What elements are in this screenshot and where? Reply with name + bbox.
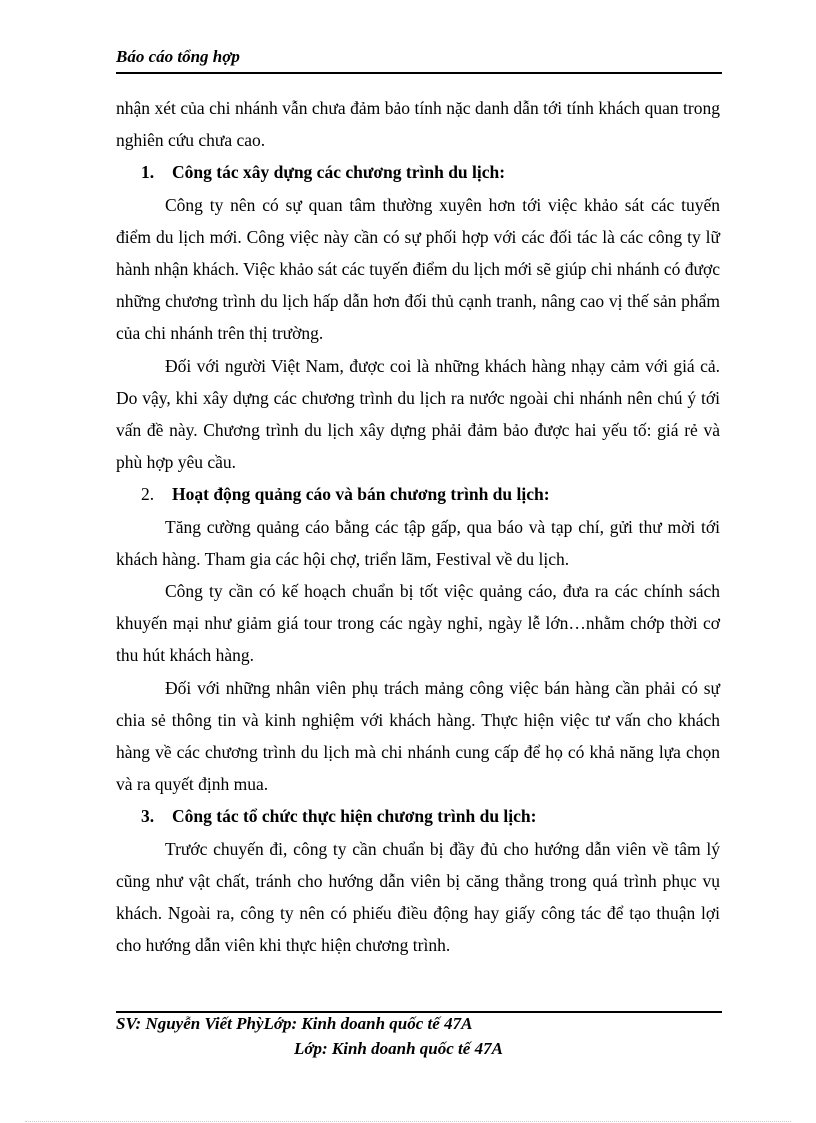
section-1-title: Công tác xây dựng các chương trình du lịch: [172, 162, 506, 183]
footer-divider [116, 1011, 722, 1013]
header-divider [116, 72, 722, 74]
section-2-heading [116, 478, 720, 510]
section-2-number: 2. [141, 484, 155, 505]
section-3-number: 3. [141, 806, 155, 827]
intro-paragraph: nhận xét của chi nhánh vẫn chưa đảm bảo tính nặc danh dẫn tới tính khách quan trong nghiên cứu chưa cao. [116, 98, 720, 151]
section-1-heading [116, 156, 720, 188]
section-3-title: Công tác tổ chức thực hiện chương trình du lịch: [172, 806, 537, 827]
document-body [116, 92, 720, 961]
page-bottom-edge [25, 1121, 791, 1122]
section-2-title: Hoạt động quảng cáo và bán chương trình du lịch: [172, 484, 550, 505]
section-3-heading [116, 800, 720, 832]
section-2-paragraph-2: Công ty cần có kế hoạch chuẩn bị tốt việc quảng cáo, đưa ra các chính sách khuyến mại như giảm giá tour trong các ngày nghỉ, ngày lễ lớn…nhằm chớp thời cơ thu hút khách hàng. [116, 581, 720, 666]
page-header-title: Báo cáo tổng hợp [116, 47, 240, 66]
footer-author-line: SV: Nguyễn Viết PhỳLớp: Kinh doanh quốc tế 47A [116, 1014, 473, 1033]
section-1-number: 1. [141, 162, 155, 183]
section-2-paragraph-3: Đối với những nhân viên phụ trách mảng công việc bán hàng cần phải có sự chia sẻ thông tin và kinh nghiệm với khách hàng. Thực hiện việc tư vấn cho khách hàng về các chương trình du lịch mà chi nhánh cung cấp để họ có khả năng lựa chọn và ra quyết định mua. [116, 677, 720, 795]
section-2-paragraph-1: Tăng cường quảng cáo bằng các tập gấp, qua báo và tạp chí, gửi thư mời tới khách hàng. Tham gia các hội chợ, triển lãm, Festival về du lịch. [116, 516, 720, 569]
footer-class-line: Lớp: Kinh doanh quốc tế 47A [294, 1039, 503, 1058]
section-1-paragraph-2: Đối với người Việt Nam, được coi là những khách hàng nhạy cảm với giá cả. Do vậy, khi xây dựng các chương trình du lịch ra nước ngoài chi nhánh nên chú ý tới vấn đề này. Chương trình du lịch xây dựng phải đảm bảo được hai yếu tố: giá rẻ và phù hợp yêu cầu. [116, 355, 720, 473]
section-3-paragraph-1: Trước chuyến đi, công ty cần chuẩn bị đầy đủ cho hướng dẫn viên về tâm lý cũng như vật chất, tránh cho hướng dẫn viên bị căng thẳng trong quá trình phục vụ khách. Ngoài ra, công ty nên có phiếu điều động hay giấy công tác để tạo thuận lợi cho hướng dẫn viên khi thực hiện chương trình. [116, 838, 720, 956]
section-1-paragraph-1: Công ty nên có sự quan tâm thường xuyên hơn tới việc khảo sát các tuyến điểm du lịch mới. Công việc này cần có sự phối hợp với các đối tác là các công ty lữ hành nhận khách. Việc khảo sát các tuyến điểm du lịch mới sẽ giúp chi nhánh có được những chương trình du lịch hấp dẫn hơn đối thủ cạnh tranh, nâng cao vị thế sản phẩm của chi nhánh trên thị trường. [116, 194, 720, 344]
